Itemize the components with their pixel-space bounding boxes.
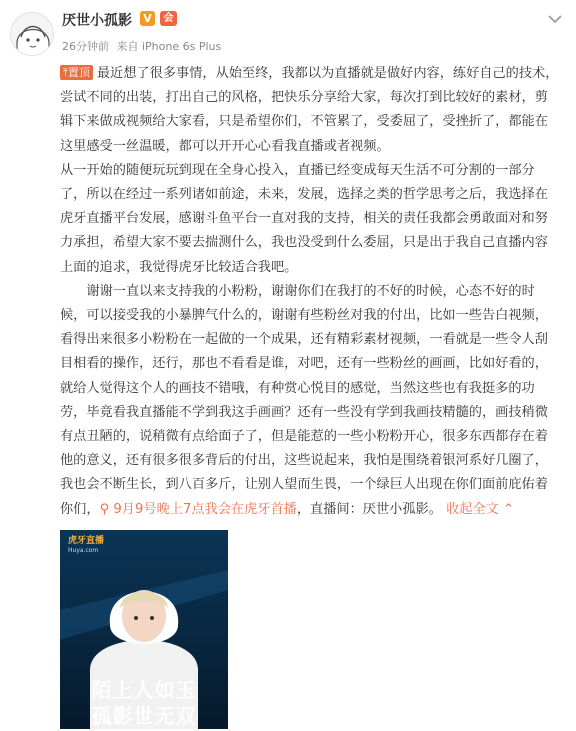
paragraph-1-text: 最近想了很多事情，从始至终，我都以为直播就是做好内容，练好自己的技术，尝试不同的出装，打出自己的风格，把快乐分享给大家，每次打到比较好的素材，剪辑下来做成视频给大家看，只是希望你们，不管累了，受委屈了，受挫折了，都能在这里感受一丝温暖，都可以开开心心看我直播或者视频。 <box>60 66 559 154</box>
avatar-illustration <box>11 13 54 56</box>
avatar[interactable] <box>10 12 54 56</box>
location-pin-icon: ⚲ <box>99 501 114 517</box>
event-link-text: 9月9号晚上7点我会在虎牙首播 <box>113 501 297 517</box>
pinned-badge <box>60 65 93 80</box>
pinned-label: 置顶 <box>67 66 90 79</box>
post-paragraph-3 <box>60 280 560 522</box>
vip-icon[interactable]: 会 <box>160 11 177 26</box>
verified-icon[interactable]: V <box>140 11 155 26</box>
paragraph-2-text: 从一开始的随便玩玩到现在全身心投入，直播已经变成每天生活不可分割的一部分了，所以在经过一系列诸如前途，未来，发展，选择之类的哲学思考之后，我选择在虎牙直播平台发展，感谢斗鱼平台一直对我的支持，相关的责任我都会勇敢面对和努力承担，希望大家不要去揣测什么，我也没受到什么委屈，只是出于我自己直播内容上面的追求，我觉得虎牙比较适合我吧。 <box>60 162 548 275</box>
huya-logo: 虎牙直播 <box>68 536 105 546</box>
event-link[interactable] <box>100 502 297 517</box>
post-paragraph-2 <box>60 159 560 280</box>
post-paragraph-1 <box>60 62 560 159</box>
cover-slogan-line-1: 陌上人如玉 <box>91 678 197 702</box>
paragraph-3-tail: ，直播间：厌世小孤影。 <box>296 501 442 517</box>
post-time[interactable]: 26分钟前 <box>62 40 109 53</box>
pin-icon: ⤒ <box>63 66 68 79</box>
chevron-down-icon[interactable] <box>548 14 562 24</box>
post-image[interactable] <box>60 530 228 729</box>
post-body <box>60 62 560 522</box>
user-name[interactable]: 厌世小孤影 <box>62 13 132 29</box>
post-header <box>0 0 576 66</box>
post-source: 来自 iPhone 6s Plus <box>116 40 222 53</box>
post-meta <box>62 38 225 54</box>
huya-logo-sub: Huya.com <box>68 547 99 554</box>
cover-slogan-line-2: 孤影世无双 <box>91 704 197 728</box>
collapse-button[interactable]: 收起全文 ⌃ <box>446 501 515 517</box>
paragraph-3-text: 谢谢一直以来支持我的小粉粉，谢谢你们在我打的不好的时候，心态不好的时候，可以接受我的小暴脾气什么的，谢谢有些粉丝对我的付出，比如一些告白视频，看得出来很多小粉粉在一起做的一个成果，还有精彩素材视频，一看就是一些令人刮目相看的操作，还行，那也不看看是谁，对吧，还有一些粉丝的画画，比如好看的，就给人觉得这个人的画技不错哦，有种赏心悦目的感觉，当然这些也有我挺多的功劳，毕竟看我直播能不学到我这手画画？还有一些没有学到我画技精髓的，画技稍微有点丑陋的，说稍微有点给面子了，但是能惹的一些小粉粉开心，很多东西都存在着他的意义，还有很多很多背后的付出，这些说起来，我怕是围绕着银河系好几圈了，我也会不断生长，到八百多斤，让别人望而生畏，一个绿巨人出现在你们面前庇佑着你们， <box>60 283 548 517</box>
